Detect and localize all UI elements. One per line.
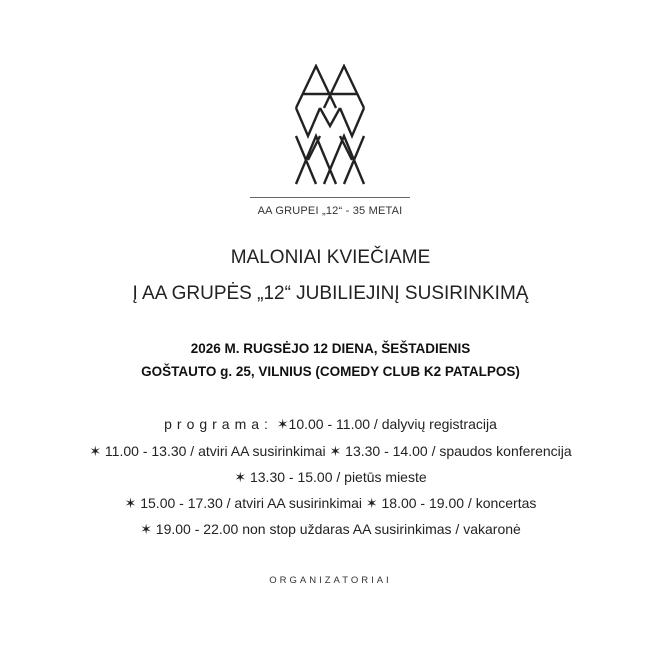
logo-caption: AA GRUPEI „12“ - 35 METAI [257, 205, 403, 217]
organizers-heading: ORGANIZATORIAI [269, 575, 392, 586]
logo [250, 64, 410, 226]
event-address: GOŠTAUTO g. 25, VILNIUS (COMEDY CLUB K2 PATALPOS) [141, 364, 520, 379]
event-date: 2026 M. RUGSĖJO 12 DIENA, ŠEŠTADIENIS [190, 341, 471, 356]
program-label: programa: [164, 416, 273, 432]
program-line-4: ✶ 15.00 - 17.30 / atviri AA susirinkimai ✶ 18.00 - 19.00 / koncertas [124, 495, 537, 511]
program-line-2: ✶ 11.00 - 13.30 / atviri AA susirinkimai ✶ 13.30 - 14.00 / spaudos konferencija [89, 443, 572, 459]
program-line-1 [0, 416, 661, 433]
logo-divider [250, 197, 410, 198]
program-line-5: ✶ 19.00 - 22.00 non stop uždaras AA susirinkimas / vakaronė [140, 521, 521, 537]
program-line-3: ✶ 13.30 - 15.00 / pietūs mieste [234, 469, 427, 485]
aa-monogram-icon [290, 64, 370, 188]
program-item-registration: ✶10.00 - 11.00 / dalyvių registracija [276, 416, 497, 432]
invitation-title-line-1: MALONIAI KVIEČIAME [230, 247, 431, 268]
invitation-title-line-2: Į AA GRUPĖS „12“ JUBILIEJINĮ SUSIRINKIMĄ [132, 283, 529, 304]
